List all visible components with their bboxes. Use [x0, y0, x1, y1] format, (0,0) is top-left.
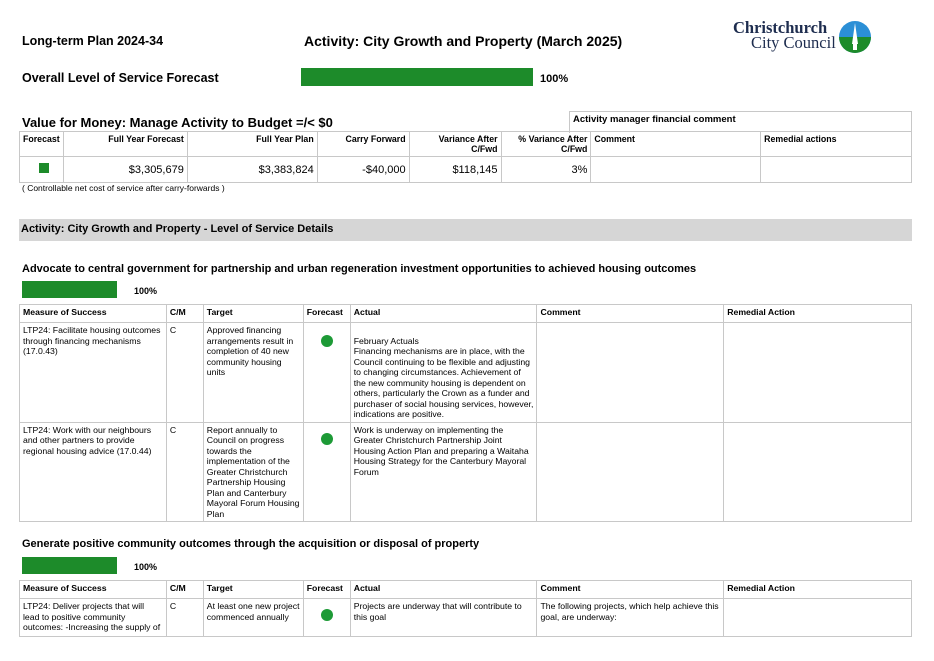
- fin-hdr-remedial: Remedial actions: [761, 132, 912, 157]
- logo-line-1: Christchurch: [733, 18, 828, 37]
- table-row: [20, 599, 912, 637]
- fin-comment: [591, 157, 761, 183]
- logo-line-2: City Council: [751, 33, 836, 52]
- page-title: Activity: City Growth and Property (March 2025): [304, 33, 623, 49]
- financial-table: [19, 131, 912, 183]
- hdr-remedial: Remedial Action: [724, 305, 912, 323]
- overall-pct: 100%: [540, 73, 569, 85]
- status-dot-icon: [321, 433, 333, 445]
- fin-pct-variance-after: 3%: [501, 157, 591, 183]
- comment-cell: The following projects, which help achieve this goal, are underway:: [537, 599, 724, 637]
- status-dot-icon: [321, 335, 333, 347]
- overall-progress-bar: [301, 68, 533, 86]
- cm-cell: C: [166, 599, 203, 637]
- hdr-target: Target: [203, 305, 303, 323]
- actual-cell: Work is underway on implementing the Greater Christchurch Partnership Joint Housing Action Plan and preparing a Waitaha Housing Strategy for the Canterbury Mayoral Forum: [350, 422, 537, 522]
- los-table: [19, 580, 912, 637]
- remedial-cell: [724, 599, 912, 637]
- measure-cell: LTP24: Facilitate housing outcomes through financing mechanisms (17.0.43): [20, 323, 167, 423]
- fin-remedial: [761, 157, 912, 183]
- overall-los-label: Overall Level of Service Forecast: [22, 71, 219, 85]
- forecast-cell: [303, 422, 350, 522]
- vfm-title: Value for Money: Manage Activity to Budget =/< $0: [22, 115, 333, 130]
- fin-forecast-status: [20, 157, 64, 183]
- measure-cell: LTP24: Deliver projects that will lead to positive community outcomes: -Increasing the supply of: [20, 599, 167, 637]
- hdr-measure: Measure of Success: [20, 305, 167, 323]
- status-dot-icon: [321, 609, 333, 621]
- fin-variance-after: $118,145: [409, 157, 501, 183]
- actual-cell: February Actuals Financing mechanisms are in place, with the Council continuing to be flexible and adjusting to changing circumstances. Achievement of the new community housing is dependent on others, particularly the Crown as a funder and purchaser of social housing services, however, indications are positive.: [350, 323, 537, 423]
- objective-progress-fill: [22, 281, 117, 298]
- fin-hdr-comment: Comment: [591, 132, 761, 157]
- los-table: [19, 304, 912, 522]
- cathedral-spire-icon: [837, 20, 873, 54]
- actual-cell: Projects are underway that will contribute to this goal: [350, 599, 537, 637]
- financial-note: ( Controllable net cost of service after carry-forwards ): [22, 183, 225, 193]
- hdr-cm: C/M: [166, 581, 203, 599]
- objective-title: Generate positive community outcomes through the acquisition or disposal of property: [22, 538, 480, 550]
- comment-cell: [537, 422, 724, 522]
- section-header: Activity: City Growth and Property - Level of Service Details: [19, 219, 912, 241]
- manager-comment-header: [569, 111, 912, 133]
- forecast-cell: [303, 599, 350, 637]
- fin-carry-forward: -$40,000: [317, 157, 409, 183]
- fin-full-year-plan: $3,383,824: [187, 157, 317, 183]
- hdr-target: Target: [203, 581, 303, 599]
- fin-full-year-forecast: $3,305,679: [63, 157, 187, 183]
- objective-pct: 100%: [134, 562, 158, 572]
- hdr-remedial: Remedial Action: [724, 581, 912, 599]
- measure-cell: LTP24: Work with our neighbours and other partners to provide regional housing advice (17.0.44): [20, 422, 167, 522]
- manager-comment-label: Activity manager financial comment: [570, 112, 912, 133]
- hdr-comment: Comment: [537, 305, 724, 323]
- objective-progress-fill: [22, 557, 117, 574]
- fin-hdr-carry-forward: Carry Forward: [317, 132, 409, 157]
- target-cell: Report annually to Council on progress towards the implementation of the Greater Christchurch Partnership Housing Plan and Canterbury Mayoral Forum Housing Plan: [203, 422, 303, 522]
- overall-progress-fill: [301, 68, 533, 86]
- fin-hdr-full-year-forecast: Full Year Forecast: [63, 132, 187, 157]
- hdr-forecast: Forecast: [303, 305, 350, 323]
- hdr-comment: Comment: [537, 581, 724, 599]
- hdr-measure: Measure of Success: [20, 581, 167, 599]
- objective-progress-bar: [22, 557, 117, 574]
- forecast-cell: [303, 323, 350, 423]
- fin-hdr-variance-after: Variance After C/Fwd: [409, 132, 501, 157]
- remedial-cell: [724, 422, 912, 522]
- fin-hdr-pct-variance-after: % Variance After C/Fwd: [501, 132, 591, 157]
- hdr-forecast: Forecast: [303, 581, 350, 599]
- cm-cell: C: [166, 422, 203, 522]
- cm-cell: C: [166, 323, 203, 423]
- table-row: [20, 323, 912, 423]
- target-cell: Approved financing arrangements result in completion of 40 new community housing units: [203, 323, 303, 423]
- hdr-cm: C/M: [166, 305, 203, 323]
- hdr-actual: Actual: [350, 305, 537, 323]
- objective-pct: 100%: [134, 286, 158, 296]
- objective-title: Advocate to central government for partnership and urban regeneration investment opportunities to achieved housing outcomes: [22, 263, 697, 275]
- hdr-actual: Actual: [350, 581, 537, 599]
- status-square-icon: [39, 163, 49, 173]
- fin-hdr-full-year-plan: Full Year Plan: [187, 132, 317, 157]
- table-row: [20, 422, 912, 522]
- comment-cell: [537, 323, 724, 423]
- target-cell: At least one new project commenced annually: [203, 599, 303, 637]
- remedial-cell: [724, 323, 912, 423]
- council-logo: [733, 20, 873, 58]
- objective-progress-bar: [22, 281, 117, 298]
- fin-hdr-forecast: Forecast: [20, 132, 64, 157]
- plan-label: Long-term Plan 2024-34: [22, 34, 164, 48]
